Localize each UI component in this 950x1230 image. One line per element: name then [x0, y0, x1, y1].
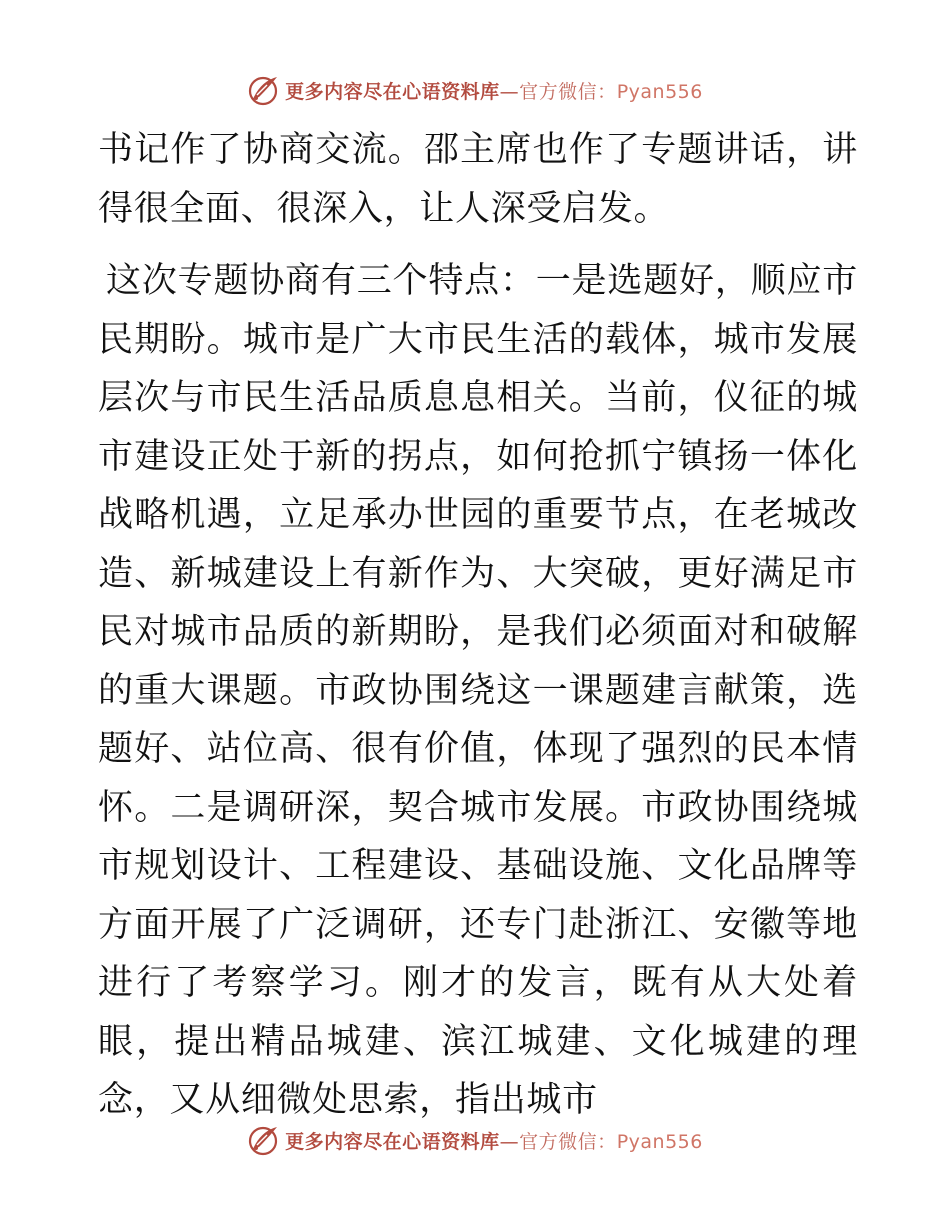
banner-official-label: 官方微信：	[519, 80, 617, 103]
banner-site-text: 更多内容尽在心语资料库	[285, 1130, 500, 1153]
banner-text	[285, 1127, 703, 1154]
document-body	[98, 121, 858, 1130]
pen-nib-logo-icon	[247, 73, 281, 107]
banner-handle: Pyan556	[616, 80, 703, 103]
pen-nib-logo-icon	[247, 1123, 281, 1157]
banner-text	[285, 77, 703, 104]
banner-dash: —	[499, 1130, 520, 1153]
paragraph-1: 书记作了协商交流。邵主席也作了专题讲话，讲得很全面、很深入，让人深受启发。	[98, 130, 858, 229]
header-banner	[0, 70, 950, 110]
banner-dash: —	[499, 80, 520, 103]
banner-official-label: 官方微信：	[519, 1130, 617, 1153]
banner-site-text: 更多内容尽在心语资料库	[285, 80, 500, 103]
banner-handle: Pyan556	[616, 1130, 703, 1153]
paragraph-2: 这次专题协商有三个特点：一是选题好，顺应市民期盼。城市是广大市民生活的载体，城市发展层次与市民生活品质息息相关。当前，仪征的城市建设正处于新的拐点，如何抢抓宁镇扬一体化战略机遇，立足承办世园的重要节点，在老城改造、新城建设上有新作为、大突破，更好满足市民对城市品质的新期盼，是我们必须面对和破解的重大课题。市政协围绕这一课题建言献策，选题好、站位高、很有价值，体现了强烈的民本情怀。二是调研深，契合城市发展。市政协围绕城市规划设计、工程建设、基础设施、文化品牌等方面开展了广泛调研，还专门赴浙江、安徽等地进行了考察学习。刚才的发言，既有从大处着眼，提出精品城建、滨江城建、文化城建的理念，又从细微处思索，指出城市	[98, 261, 858, 1120]
footer-banner	[0, 1120, 950, 1160]
